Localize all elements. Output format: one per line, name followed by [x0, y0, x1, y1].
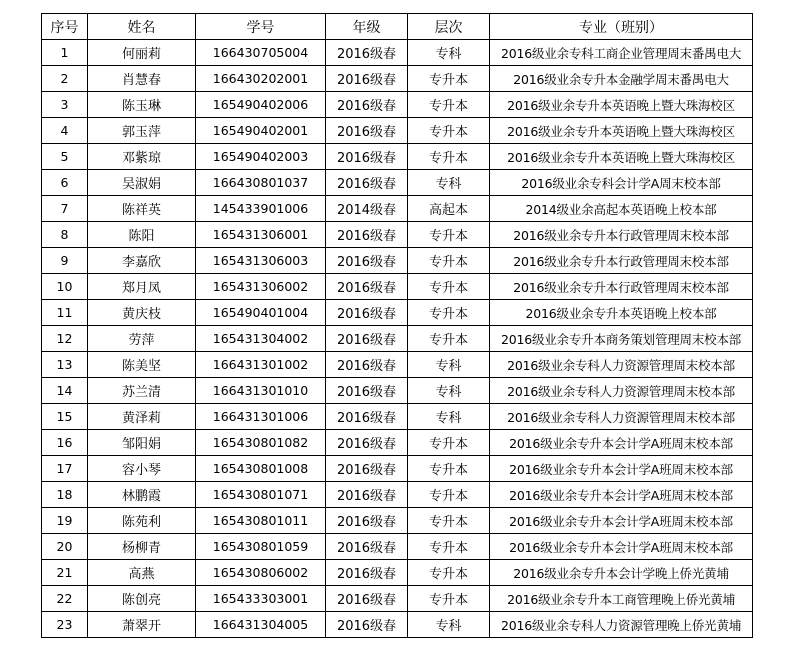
header-grade: 年级: [326, 14, 408, 40]
cell-level: 专升本: [408, 326, 490, 352]
cell-grade: 2016级春: [326, 404, 408, 430]
table-row: [42, 248, 753, 274]
cell-name: 黄泽莉: [88, 404, 196, 430]
cell-major: 2016级业余专升本会计学A班周末校本部: [490, 508, 753, 534]
table-row: [42, 170, 753, 196]
header-name: 姓名: [88, 14, 196, 40]
cell-level: 专升本: [408, 248, 490, 274]
cell-student-id: 165431304002: [196, 326, 326, 352]
cell-major: 2016级业余专升本英语晚上校本部: [490, 300, 753, 326]
table-row: [42, 326, 753, 352]
cell-name: 杨柳青: [88, 534, 196, 560]
cell-grade: 2016级春: [326, 378, 408, 404]
cell-level: 专升本: [408, 560, 490, 586]
cell-level: 专升本: [408, 300, 490, 326]
cell-grade: 2016级春: [326, 612, 408, 638]
cell-major: 2016级业余专升本工商管理晚上侨光黄埔: [490, 586, 753, 612]
table-row: [42, 482, 753, 508]
cell-grade: 2016级春: [326, 92, 408, 118]
cell-seq: 9: [42, 248, 88, 274]
cell-major: 2016级业余专升本英语晚上暨大珠海校区: [490, 144, 753, 170]
table-row: [42, 430, 753, 456]
cell-grade: 2016级春: [326, 144, 408, 170]
table-row: [42, 534, 753, 560]
cell-seq: 22: [42, 586, 88, 612]
cell-seq: 1: [42, 40, 88, 66]
header-level: 层次: [408, 14, 490, 40]
cell-major: 2016级业余专升本行政管理周末校本部: [490, 222, 753, 248]
cell-major: 2016级业余专科人力资源管理周末校本部: [490, 352, 753, 378]
header-student-id: 学号: [196, 14, 326, 40]
cell-grade: 2016级春: [326, 222, 408, 248]
cell-major: 2016级业余专科人力资源管理晚上侨光黄埔: [490, 612, 753, 638]
cell-student-id: 166431301006: [196, 404, 326, 430]
cell-student-id: 165430801071: [196, 482, 326, 508]
cell-seq: 17: [42, 456, 88, 482]
cell-seq: 3: [42, 92, 88, 118]
cell-student-id: 165430801082: [196, 430, 326, 456]
header-seq: 序号: [42, 14, 88, 40]
cell-seq: 8: [42, 222, 88, 248]
table-row: [42, 274, 753, 300]
cell-level: 专科: [408, 378, 490, 404]
cell-level: 专科: [408, 612, 490, 638]
table-row: [42, 118, 753, 144]
cell-grade: 2014级春: [326, 196, 408, 222]
cell-name: 陈玉琳: [88, 92, 196, 118]
cell-major: 2016级业余专升本会计学晚上侨光黄埔: [490, 560, 753, 586]
cell-grade: 2016级春: [326, 482, 408, 508]
cell-grade: 2016级春: [326, 586, 408, 612]
cell-student-id: 166431301010: [196, 378, 326, 404]
cell-grade: 2016级春: [326, 170, 408, 196]
cell-major: 2016级业余专升本英语晚上暨大珠海校区: [490, 92, 753, 118]
cell-name: 郑月凤: [88, 274, 196, 300]
student-roster-table: [41, 13, 753, 638]
table-row: [42, 378, 753, 404]
cell-grade: 2016级春: [326, 274, 408, 300]
table-row: [42, 352, 753, 378]
cell-level: 高起本: [408, 196, 490, 222]
header-row: [42, 14, 753, 40]
cell-grade: 2016级春: [326, 456, 408, 482]
cell-name: 李嘉欣: [88, 248, 196, 274]
table-row: [42, 404, 753, 430]
cell-student-id: 165430801011: [196, 508, 326, 534]
cell-student-id: 165490402006: [196, 92, 326, 118]
cell-seq: 12: [42, 326, 88, 352]
cell-student-id: 165431306001: [196, 222, 326, 248]
cell-seq: 18: [42, 482, 88, 508]
cell-seq: 10: [42, 274, 88, 300]
cell-major: 2016级业余专升本金融学周末番禺电大: [490, 66, 753, 92]
cell-student-id: 165430801059: [196, 534, 326, 560]
cell-level: 专升本: [408, 534, 490, 560]
cell-grade: 2016级春: [326, 352, 408, 378]
cell-name: 林鹏霞: [88, 482, 196, 508]
cell-name: 陈祥英: [88, 196, 196, 222]
cell-grade: 2016级春: [326, 430, 408, 456]
cell-level: 专升本: [408, 274, 490, 300]
table-row: [42, 560, 753, 586]
table-row: [42, 196, 753, 222]
cell-major: 2016级业余专科工商企业管理周末番禺电大: [490, 40, 753, 66]
cell-major: 2016级业余专升本会计学A班周末校本部: [490, 482, 753, 508]
cell-major: 2016级业余专升本行政管理周末校本部: [490, 274, 753, 300]
cell-student-id: 166431304005: [196, 612, 326, 638]
table-row: [42, 40, 753, 66]
cell-seq: 2: [42, 66, 88, 92]
cell-seq: 4: [42, 118, 88, 144]
table-row: [42, 300, 753, 326]
cell-major: 2016级业余专科会计学A周末校本部: [490, 170, 753, 196]
cell-name: 陈美坚: [88, 352, 196, 378]
cell-level: 专升本: [408, 456, 490, 482]
cell-student-id: 165431306003: [196, 248, 326, 274]
cell-student-id: 166431301002: [196, 352, 326, 378]
cell-grade: 2016级春: [326, 326, 408, 352]
cell-major: 2016级业余专升本会计学A班周末校本部: [490, 534, 753, 560]
cell-name: 吴淑娟: [88, 170, 196, 196]
cell-seq: 13: [42, 352, 88, 378]
cell-grade: 2016级春: [326, 300, 408, 326]
cell-student-id: 165490402001: [196, 118, 326, 144]
table-row: [42, 612, 753, 638]
cell-level: 专升本: [408, 430, 490, 456]
cell-student-id: 165490401004: [196, 300, 326, 326]
cell-major: 2016级业余专升本行政管理周末校本部: [490, 248, 753, 274]
cell-level: 专升本: [408, 222, 490, 248]
cell-name: 何丽莉: [88, 40, 196, 66]
cell-level: 专升本: [408, 586, 490, 612]
cell-seq: 5: [42, 144, 88, 170]
cell-grade: 2016级春: [326, 40, 408, 66]
table-row: [42, 66, 753, 92]
cell-seq: 16: [42, 430, 88, 456]
cell-level: 专升本: [408, 144, 490, 170]
table-row: [42, 508, 753, 534]
cell-name: 苏兰清: [88, 378, 196, 404]
cell-name: 郭玉萍: [88, 118, 196, 144]
header-major: 专业（班别）: [490, 14, 753, 40]
cell-grade: 2016级春: [326, 118, 408, 144]
cell-seq: 7: [42, 196, 88, 222]
cell-level: 专升本: [408, 482, 490, 508]
cell-student-id: 166430801037: [196, 170, 326, 196]
cell-name: 陈创亮: [88, 586, 196, 612]
cell-name: 劳萍: [88, 326, 196, 352]
cell-major: 2016级业余专升本会计学A班周末校本部: [490, 456, 753, 482]
cell-seq: 15: [42, 404, 88, 430]
cell-student-id: 165490402003: [196, 144, 326, 170]
cell-major: 2016级业余专科人力资源管理周末校本部: [490, 404, 753, 430]
cell-level: 专科: [408, 404, 490, 430]
cell-seq: 21: [42, 560, 88, 586]
cell-level: 专升本: [408, 508, 490, 534]
cell-seq: 6: [42, 170, 88, 196]
cell-grade: 2016级春: [326, 248, 408, 274]
cell-level: 专科: [408, 352, 490, 378]
cell-level: 专升本: [408, 118, 490, 144]
cell-major: 2014级业余高起本英语晚上校本部: [490, 196, 753, 222]
cell-student-id: 166430705004: [196, 40, 326, 66]
cell-seq: 14: [42, 378, 88, 404]
cell-major: 2016级业余专科人力资源管理周末校本部: [490, 378, 753, 404]
roster-body: [42, 40, 753, 638]
cell-name: 黄庆枝: [88, 300, 196, 326]
cell-name: 邓紫琼: [88, 144, 196, 170]
cell-seq: 11: [42, 300, 88, 326]
cell-major: 2016级业余专升本会计学A班周末校本部: [490, 430, 753, 456]
cell-seq: 19: [42, 508, 88, 534]
table-row: [42, 144, 753, 170]
cell-level: 专科: [408, 170, 490, 196]
cell-level: 专升本: [408, 66, 490, 92]
table-row: [42, 222, 753, 248]
cell-name: 邹阳娟: [88, 430, 196, 456]
cell-name: 萧翠开: [88, 612, 196, 638]
table-row: [42, 586, 753, 612]
cell-grade: 2016级春: [326, 508, 408, 534]
cell-level: 专升本: [408, 92, 490, 118]
cell-name: 容小琴: [88, 456, 196, 482]
cell-major: 2016级业余专升本英语晚上暨大珠海校区: [490, 118, 753, 144]
cell-name: 肖慧春: [88, 66, 196, 92]
cell-student-id: 165430806002: [196, 560, 326, 586]
cell-student-id: 165430801008: [196, 456, 326, 482]
table-row: [42, 456, 753, 482]
cell-student-id: 165431306002: [196, 274, 326, 300]
cell-name: 陈阳: [88, 222, 196, 248]
cell-major: 2016级业余专升本商务策划管理周末校本部: [490, 326, 753, 352]
cell-grade: 2016级春: [326, 66, 408, 92]
cell-grade: 2016级春: [326, 560, 408, 586]
table-row: [42, 92, 753, 118]
cell-student-id: 165433303001: [196, 586, 326, 612]
cell-seq: 23: [42, 612, 88, 638]
cell-name: 陈苑利: [88, 508, 196, 534]
cell-student-id: 145433901006: [196, 196, 326, 222]
cell-level: 专科: [408, 40, 490, 66]
cell-seq: 20: [42, 534, 88, 560]
cell-grade: 2016级春: [326, 534, 408, 560]
cell-student-id: 166430202001: [196, 66, 326, 92]
cell-name: 高燕: [88, 560, 196, 586]
